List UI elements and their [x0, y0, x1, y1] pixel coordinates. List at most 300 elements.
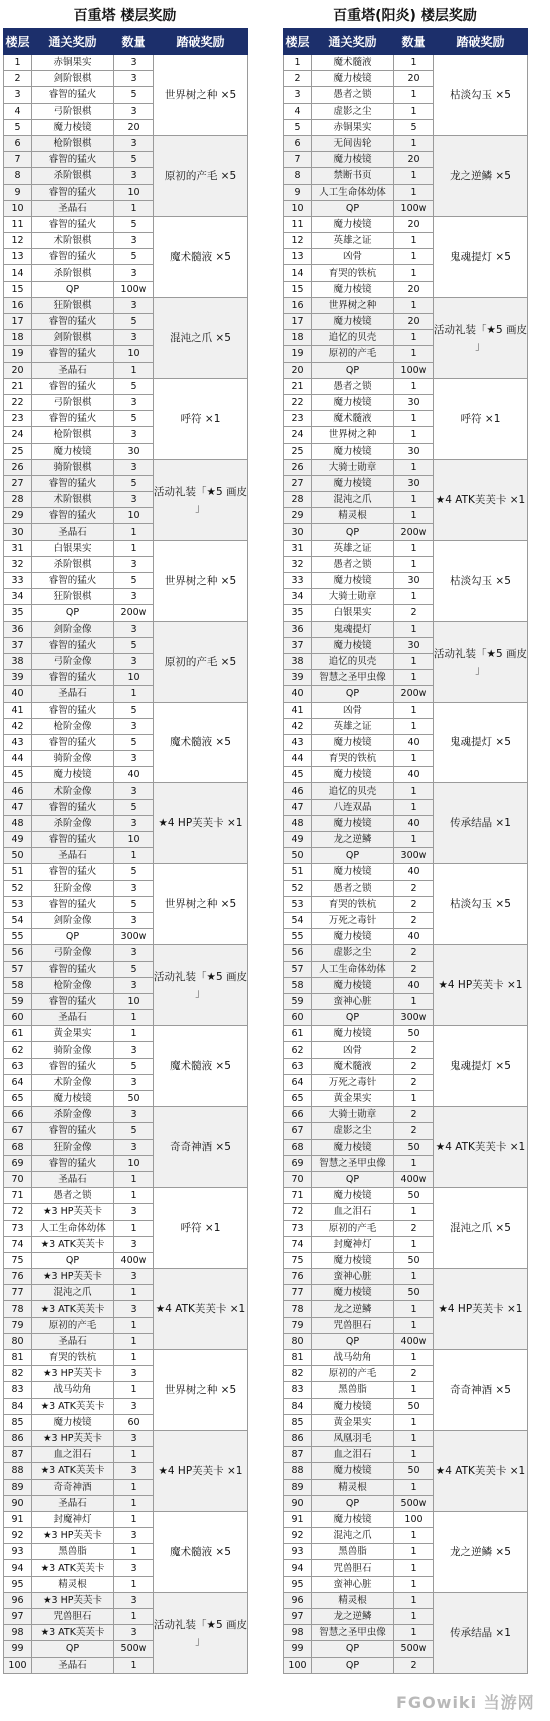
quantity-cell: 300w [394, 848, 434, 864]
floor-cell: 5 [4, 119, 32, 135]
floor-cell: 89 [4, 1479, 32, 1495]
quantity-cell: 1 [394, 1528, 434, 1544]
quantity-cell: 400w [394, 1333, 434, 1349]
clear-reward-cell: 混沌之爪 [312, 492, 394, 508]
floor-cell: 14 [4, 265, 32, 281]
floor-cell: 81 [4, 1350, 32, 1366]
table-row [284, 945, 528, 961]
quantity-cell: 2 [394, 880, 434, 896]
floor-cell: 53 [284, 896, 312, 912]
quantity-cell: 3 [114, 718, 154, 734]
floor-cell: 94 [284, 1560, 312, 1576]
quantity-cell: 3 [114, 1107, 154, 1123]
clear-reward-cell: 魔力棱镜 [312, 1285, 394, 1301]
quantity-cell: 2 [394, 605, 434, 621]
table-row [284, 621, 528, 637]
clear-reward-cell: 魔力棱镜 [312, 637, 394, 653]
quantity-cell: 3 [114, 459, 154, 475]
table-row [284, 1511, 528, 1527]
quantity-cell: 3 [114, 168, 154, 184]
header-quantity: 数量 [114, 29, 154, 55]
floor-cell: 1 [284, 55, 312, 71]
completion-reward-cell: ★4 HP芙芙卡 ×1 [434, 1269, 528, 1350]
floor-cell: 37 [284, 637, 312, 653]
quantity-cell: 2 [394, 1107, 434, 1123]
clear-reward-cell: 人工生命体幼体 [312, 961, 394, 977]
quantity-cell: 1 [114, 1026, 154, 1042]
clear-reward-cell: QP [32, 1641, 114, 1657]
quantity-cell: 1 [114, 1609, 154, 1625]
clear-reward-cell: 黄金果实 [32, 1026, 114, 1042]
clear-reward-cell: QP [312, 362, 394, 378]
floor-cell: 91 [4, 1511, 32, 1527]
floor-cell: 74 [284, 1236, 312, 1252]
floor-cell: 64 [4, 1074, 32, 1090]
floor-cell: 85 [4, 1414, 32, 1430]
floor-cell: 76 [284, 1269, 312, 1285]
clear-reward-cell: 大骑士勋章 [312, 459, 394, 475]
completion-reward-cell: 活动礼装「★5 画皮 」 [154, 1592, 248, 1673]
clear-reward-cell: 魔力棱镜 [312, 216, 394, 232]
clear-reward-cell: 原初的产毛 [312, 346, 394, 362]
quantity-cell: 5 [114, 734, 154, 750]
clear-reward-cell: 睿智的猛火 [32, 475, 114, 491]
clear-reward-cell: 睿智的猛火 [32, 249, 114, 265]
clear-reward-cell: 圣晶石 [32, 1010, 114, 1026]
completion-reward-cell: 活动礼装「★5 画皮 」 [434, 297, 528, 378]
quantity-cell: 5 [114, 411, 154, 427]
completion-reward-cell: 鬼魂提灯 ×5 [434, 216, 528, 297]
completion-reward-cell: 活动礼装「★5 画皮 」 [434, 621, 528, 702]
clear-reward-cell: 魔力棱镜 [312, 394, 394, 410]
floor-cell: 95 [284, 1576, 312, 1592]
floor-cell: 40 [4, 686, 32, 702]
table-row [4, 1350, 248, 1366]
floor-cell: 20 [284, 362, 312, 378]
clear-reward-cell: 睿智的猛火 [32, 702, 114, 718]
floor-cell: 20 [4, 362, 32, 378]
table-row [284, 1592, 528, 1608]
quantity-cell: 20 [394, 314, 434, 330]
clear-reward-cell: 魔力棱镜 [312, 1026, 394, 1042]
clear-reward-cell: 睿智的猛火 [32, 216, 114, 232]
clear-reward-cell: 睿智的猛火 [32, 411, 114, 427]
clear-reward-cell: 八连双晶 [312, 799, 394, 815]
clear-reward-cell: 魔术髓液 [312, 1058, 394, 1074]
completion-reward-cell: 枯淡勾玉 ×5 [434, 55, 528, 136]
floor-cell: 64 [284, 1074, 312, 1090]
floor-cell: 12 [284, 233, 312, 249]
quantity-cell: 3 [114, 394, 154, 410]
quantity-cell: 20 [394, 71, 434, 87]
clear-reward-cell: 睿智的猛火 [32, 734, 114, 750]
clear-reward-cell: 蛮神心脏 [312, 1269, 394, 1285]
quantity-cell: 1 [114, 1220, 154, 1236]
quantity-cell: 50 [394, 1285, 434, 1301]
quantity-cell: 1 [114, 1511, 154, 1527]
clear-reward-cell: QP [312, 1010, 394, 1026]
quantity-cell: 1 [114, 1010, 154, 1026]
floor-cell: 41 [284, 702, 312, 718]
quantity-cell: 3 [114, 751, 154, 767]
floor-cell: 49 [4, 832, 32, 848]
floor-cell: 69 [284, 1155, 312, 1171]
clear-reward-cell: 睿智的猛火 [32, 864, 114, 880]
clear-reward-cell: 圣晶石 [32, 1171, 114, 1187]
clear-reward-cell: QP [312, 1495, 394, 1511]
completion-reward-cell: 世界树之种 ×5 [154, 540, 248, 621]
header-completion-reward: 踏破奖励 [434, 29, 528, 55]
table-row [4, 945, 248, 961]
floor-cell: 22 [4, 394, 32, 410]
clear-reward-cell: 混沌之爪 [312, 1528, 394, 1544]
clear-reward-cell: QP [312, 1657, 394, 1673]
clear-reward-cell: 魔力棱镜 [312, 1252, 394, 1268]
quantity-cell: 3 [114, 1204, 154, 1220]
quantity-cell: 1 [394, 378, 434, 394]
table-header-row [284, 29, 528, 55]
quantity-cell: 2 [394, 961, 434, 977]
floor-cell: 70 [4, 1171, 32, 1187]
floor-cell: 82 [4, 1366, 32, 1382]
quantity-cell: 1 [394, 556, 434, 572]
quantity-cell: 1 [394, 1236, 434, 1252]
floor-cell: 52 [284, 880, 312, 896]
quantity-cell: 50 [394, 1139, 434, 1155]
quantity-cell: 1 [394, 653, 434, 669]
quantity-cell: 40 [394, 977, 434, 993]
floor-cell: 97 [284, 1609, 312, 1625]
quantity-cell: 2 [394, 1123, 434, 1139]
quantity-cell: 3 [114, 1301, 154, 1317]
clear-reward-cell: ★3 HP芙芙卡 [32, 1592, 114, 1608]
floor-cell: 21 [284, 378, 312, 394]
clear-reward-cell: 杀阶银棋 [32, 265, 114, 281]
quantity-cell: 1 [394, 1317, 434, 1333]
quantity-cell: 1 [114, 1333, 154, 1349]
floor-cell: 44 [4, 751, 32, 767]
floor-cell: 11 [284, 216, 312, 232]
floor-cell: 8 [284, 168, 312, 184]
clear-reward-cell: 术阶银棋 [32, 233, 114, 249]
clear-reward-cell: 骑阶金像 [32, 1042, 114, 1058]
clear-reward-cell: 智慧之圣甲虫像 [312, 670, 394, 686]
clear-reward-cell: 混沌之爪 [32, 1285, 114, 1301]
completion-reward-cell: ★4 ATK芙芙卡 ×1 [434, 459, 528, 540]
clear-reward-cell: 睿智的猛火 [32, 961, 114, 977]
clear-reward-cell: 骑阶金像 [32, 751, 114, 767]
quantity-cell: 2 [394, 1366, 434, 1382]
quantity-cell: 50 [114, 1091, 154, 1107]
completion-reward-cell: 世界树之种 ×5 [154, 1350, 248, 1431]
floor-cell: 47 [284, 799, 312, 815]
quantity-cell: 1 [394, 832, 434, 848]
quantity-cell: 2 [394, 912, 434, 928]
quantity-cell: 3 [114, 653, 154, 669]
clear-reward-cell: 睿智的猛火 [32, 508, 114, 524]
completion-reward-cell: 世界树之种 ×5 [154, 55, 248, 136]
quantity-cell: 5 [114, 799, 154, 815]
clear-reward-cell: 万死之毒针 [312, 912, 394, 928]
quantity-cell: 2 [394, 1074, 434, 1090]
floor-cell: 87 [284, 1447, 312, 1463]
floor-cell: 90 [284, 1495, 312, 1511]
clear-reward-cell: 魔力棱镜 [312, 1188, 394, 1204]
table-row [284, 1107, 528, 1123]
quantity-cell: 100 [394, 1511, 434, 1527]
clear-reward-cell: 睿智的猛火 [32, 152, 114, 168]
floor-cell: 53 [4, 896, 32, 912]
floor-cell: 27 [4, 475, 32, 491]
quantity-cell: 1 [394, 508, 434, 524]
floor-cell: 86 [4, 1430, 32, 1446]
floor-cell: 43 [284, 734, 312, 750]
clear-reward-cell: 奇奇神酒 [32, 1479, 114, 1495]
floor-cell: 72 [284, 1204, 312, 1220]
clear-reward-cell: 魔力棱镜 [312, 573, 394, 589]
clear-reward-cell: 魔力棱镜 [312, 152, 394, 168]
clear-reward-cell: 魔术髓液 [312, 411, 394, 427]
clear-reward-cell: 睿智的猛火 [32, 637, 114, 653]
floor-cell: 3 [4, 87, 32, 103]
quantity-cell: 1 [394, 1560, 434, 1576]
clear-reward-cell: 弓阶银棋 [32, 394, 114, 410]
clear-reward-cell: 魔力棱镜 [312, 977, 394, 993]
clear-reward-cell: 虚影之尘 [312, 945, 394, 961]
clear-reward-cell: 睿智的猛火 [32, 670, 114, 686]
watermark-logo: FGOwiki 当游网 [396, 1693, 535, 1712]
quantity-cell: 1 [114, 1544, 154, 1560]
floor-cell: 97 [4, 1609, 32, 1625]
floor-cell: 23 [284, 411, 312, 427]
completion-reward-cell: 活动礼装「★5 画皮 」 [154, 459, 248, 540]
quantity-cell: 3 [114, 783, 154, 799]
quantity-cell: 1 [394, 589, 434, 605]
floor-cell: 61 [284, 1026, 312, 1042]
floor-cell: 80 [284, 1333, 312, 1349]
floor-cell: 26 [284, 459, 312, 475]
clear-reward-cell: 术阶银棋 [32, 492, 114, 508]
floor-cell: 48 [4, 815, 32, 831]
quantity-cell: 5 [114, 896, 154, 912]
floor-cell: 17 [284, 314, 312, 330]
table-row [284, 378, 528, 394]
completion-reward-cell: ★4 HP芙芙卡 ×1 [434, 945, 528, 1026]
completion-reward-cell: 奇奇神酒 ×5 [154, 1107, 248, 1188]
table-row [4, 1107, 248, 1123]
floor-cell: 56 [284, 945, 312, 961]
clear-reward-cell: 愚者之锁 [312, 87, 394, 103]
floor-cell: 93 [4, 1544, 32, 1560]
quantity-cell: 1 [394, 297, 434, 313]
floor-cell: 76 [4, 1269, 32, 1285]
floor-cell: 10 [4, 200, 32, 216]
clear-reward-cell: 鬼魂提灯 [312, 621, 394, 637]
floor-cell: 56 [4, 945, 32, 961]
clear-reward-cell: 血之泪石 [32, 1447, 114, 1463]
clear-reward-cell: 枪阶金像 [32, 718, 114, 734]
quantity-cell: 3 [114, 1528, 154, 1544]
clear-reward-cell: 狂阶银棋 [32, 589, 114, 605]
table-row [284, 216, 528, 232]
floor-cell: 83 [4, 1382, 32, 1398]
clear-reward-cell: 魔力棱镜 [312, 475, 394, 491]
quantity-cell: 300w [394, 1010, 434, 1026]
table-row [284, 1430, 528, 1446]
table-row [4, 297, 248, 313]
completion-reward-cell: 魔术髓液 ×5 [154, 1511, 248, 1592]
clear-reward-cell: 狂阶金像 [32, 880, 114, 896]
clear-reward-cell: QP [32, 605, 114, 621]
clear-reward-cell: 枪阶银棋 [32, 427, 114, 443]
floor-cell: 27 [284, 475, 312, 491]
quantity-cell: 40 [394, 864, 434, 880]
table-row [284, 540, 528, 556]
clear-reward-cell: 弓阶金像 [32, 945, 114, 961]
clear-reward-cell: 圣晶石 [32, 1657, 114, 1673]
clear-reward-cell: ★3 HP芙芙卡 [32, 1366, 114, 1382]
clear-reward-cell: 睿智的猛火 [32, 1058, 114, 1074]
completion-reward-cell: 龙之逆鳞 ×5 [434, 1511, 528, 1592]
quantity-cell: 10 [114, 1155, 154, 1171]
quantity-cell: 1 [394, 87, 434, 103]
clear-reward-cell: 赤铜果实 [32, 55, 114, 71]
floor-cell: 83 [284, 1382, 312, 1398]
floor-cell: 42 [4, 718, 32, 734]
quantity-cell: 30 [394, 475, 434, 491]
quantity-cell: 5 [114, 1123, 154, 1139]
floor-cell: 28 [4, 492, 32, 508]
floor-cell: 66 [4, 1107, 32, 1123]
floor-cell: 25 [4, 443, 32, 459]
quantity-cell: 200w [114, 605, 154, 621]
floor-cell: 68 [284, 1139, 312, 1155]
floor-cell: 62 [4, 1042, 32, 1058]
panel-title: 百重塔 楼层奖励 [73, 8, 177, 24]
quantity-cell: 3 [114, 427, 154, 443]
floor-cell: 7 [284, 152, 312, 168]
quantity-cell: 1 [394, 993, 434, 1009]
quantity-cell: 1 [394, 540, 434, 556]
floor-cell: 35 [4, 605, 32, 621]
floor-cell: 16 [4, 297, 32, 313]
floor-cell: 93 [284, 1544, 312, 1560]
clear-reward-cell: 魔力棱镜 [312, 281, 394, 297]
quantity-cell: 3 [114, 297, 154, 313]
clear-reward-cell: 原初的产毛 [32, 1317, 114, 1333]
floor-cell: 95 [4, 1576, 32, 1592]
completion-reward-cell: 奇奇神酒 ×5 [434, 1350, 528, 1431]
clear-reward-cell: QP [312, 848, 394, 864]
clear-reward-cell: ★3 ATK芙芙卡 [32, 1625, 114, 1641]
floor-cell: 18 [284, 330, 312, 346]
quantity-cell: 3 [114, 71, 154, 87]
quantity-cell: 1 [114, 1657, 154, 1673]
quantity-cell: 1 [394, 1414, 434, 1430]
floor-cell: 71 [4, 1188, 32, 1204]
floor-cell: 30 [4, 524, 32, 540]
floor-cell: 98 [4, 1625, 32, 1641]
quantity-cell: 300w [114, 929, 154, 945]
clear-reward-cell: ★3 HP芙芙卡 [32, 1430, 114, 1446]
floor-cell: 38 [4, 653, 32, 669]
floor-cell: 52 [4, 880, 32, 896]
clear-reward-cell: 圣晶石 [32, 200, 114, 216]
floor-cell: 80 [4, 1333, 32, 1349]
quantity-cell: 1 [114, 1188, 154, 1204]
clear-reward-cell: 术阶金像 [32, 1074, 114, 1090]
clear-reward-cell: 杀阶银棋 [32, 556, 114, 572]
clear-reward-cell: QP [32, 1252, 114, 1268]
quantity-cell: 1 [394, 249, 434, 265]
floor-cell: 40 [284, 686, 312, 702]
clear-reward-cell: 赤铜果实 [312, 119, 394, 135]
quantity-cell: 30 [394, 637, 434, 653]
floor-cell: 55 [4, 929, 32, 945]
clear-reward-cell: 魔力棱镜 [32, 1091, 114, 1107]
clear-reward-cell: 弓阶银棋 [32, 103, 114, 119]
clear-reward-cell: 战马幼角 [32, 1382, 114, 1398]
clear-reward-cell: 龙之逆鳞 [312, 1609, 394, 1625]
floor-cell: 41 [4, 702, 32, 718]
completion-reward-cell: 鬼魂提灯 ×5 [434, 702, 528, 783]
clear-reward-cell: 睿智的猛火 [32, 993, 114, 1009]
quantity-cell: 1 [394, 459, 434, 475]
quantity-cell: 400w [114, 1252, 154, 1268]
floor-cell: 4 [284, 103, 312, 119]
floor-cell: 100 [284, 1657, 312, 1673]
quantity-cell: 20 [394, 281, 434, 297]
quantity-cell: 5 [114, 702, 154, 718]
quantity-cell: 1 [394, 233, 434, 249]
completion-reward-cell: 传承结晶 ×1 [434, 783, 528, 864]
floor-cell: 75 [284, 1252, 312, 1268]
table-row [4, 135, 248, 151]
quantity-cell: 5 [114, 152, 154, 168]
quantity-cell: 3 [114, 621, 154, 637]
table-row [4, 459, 248, 475]
header-floor: 楼层 [284, 29, 312, 55]
clear-reward-cell: 黄金果实 [312, 1091, 394, 1107]
table-row [4, 378, 248, 394]
floor-cell: 88 [284, 1463, 312, 1479]
quantity-cell: 3 [114, 815, 154, 831]
clear-reward-cell: 圣晶石 [32, 686, 114, 702]
quantity-cell: 1 [394, 1592, 434, 1608]
quantity-cell: 10 [114, 670, 154, 686]
clear-reward-cell: 愚者之锁 [312, 378, 394, 394]
quantity-cell: 1 [394, 330, 434, 346]
clear-reward-cell: QP [32, 929, 114, 945]
quantity-cell: 1 [394, 1625, 434, 1641]
clear-reward-cell: 黑兽脂 [312, 1544, 394, 1560]
quantity-cell: 2 [394, 945, 434, 961]
quantity-cell: 1 [114, 686, 154, 702]
clear-reward-cell: 育哭的铁杭 [312, 896, 394, 912]
table-row [4, 621, 248, 637]
quantity-cell: 1 [394, 55, 434, 71]
floor-cell: 87 [4, 1447, 32, 1463]
floor-cell: 69 [4, 1155, 32, 1171]
floor-cell: 77 [284, 1285, 312, 1301]
floor-cell: 36 [284, 621, 312, 637]
clear-reward-cell: 蛮神心脏 [312, 1576, 394, 1592]
floor-cell: 2 [284, 71, 312, 87]
quantity-cell: 1 [114, 1576, 154, 1592]
quantity-cell: 10 [114, 346, 154, 362]
clear-reward-cell: 剑阶银棋 [32, 71, 114, 87]
quantity-cell: 3 [114, 1269, 154, 1285]
